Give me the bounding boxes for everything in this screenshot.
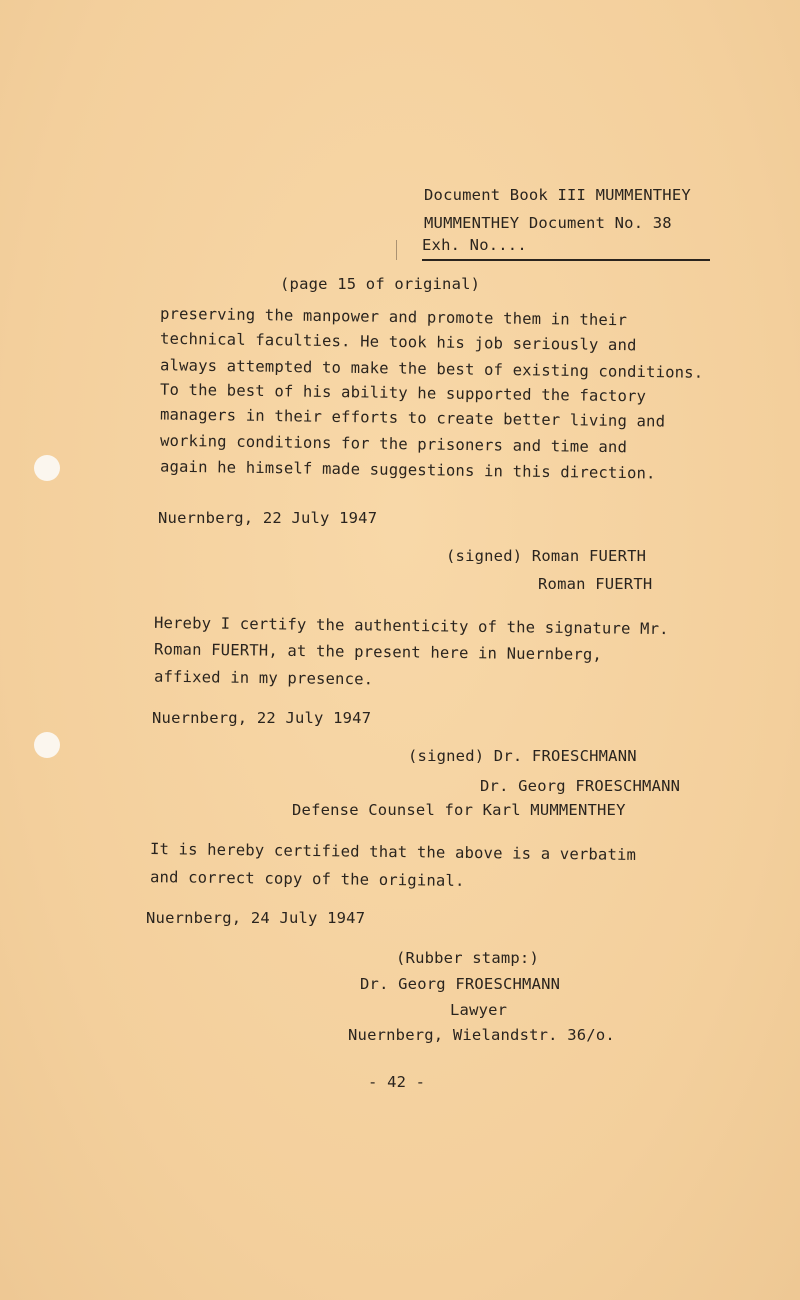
signature-signed: (signed) Roman FUERTH <box>446 547 647 565</box>
stamp-role: Lawyer <box>450 1001 508 1019</box>
margin-mark <box>396 240 397 260</box>
page-reference: (page 15 of original) <box>280 275 481 293</box>
body-line: again he himself made suggestions in this direction. <box>159 457 656 483</box>
signature-signed: (signed) Dr. FROESCHMANN <box>408 747 637 765</box>
body-line: working conditions for the prisoners and time and <box>159 431 628 457</box>
certify-line: Roman FUERTH, at the present here in Nuernberg, <box>153 640 603 664</box>
punch-hole <box>34 732 60 758</box>
body-line: technical faculties. He took his job seriously and <box>159 329 637 355</box>
signature-name: Roman FUERTH <box>538 575 653 593</box>
signature-name: Dr. Georg FROESCHMANN <box>480 777 681 795</box>
certify-line: Hereby I certify the authenticity of the signature Mr. <box>153 613 669 639</box>
stamp-name: Dr. Georg FROESCHMANN <box>360 975 561 993</box>
place-date: Nuernberg, 24 July 1947 <box>146 909 366 927</box>
header-exhibit-number: Exh. No.... <box>422 236 527 254</box>
body-line: managers in their efforts to create better living and <box>159 405 666 431</box>
body-line: preserving the manpower and promote them in their <box>159 304 628 330</box>
punch-hole <box>34 455 60 481</box>
place-date: Nuernberg, 22 July 1947 <box>152 709 372 727</box>
page-number: - 42 - <box>368 1073 426 1091</box>
place-date: Nuernberg, 22 July 1947 <box>158 509 378 527</box>
header-rule <box>422 259 710 261</box>
stamp-label: (Rubber stamp:) <box>396 949 539 967</box>
body-line: always attempted to make the best of existing conditions. <box>159 356 704 382</box>
header-document-number: MUMMENTHEY Document No. 38 <box>424 214 672 232</box>
header-document-book: Document Book III MUMMENTHEY <box>424 186 691 204</box>
verbatim-line: and correct copy of the original. <box>149 868 465 890</box>
stamp-address: Nuernberg, Wielandstr. 36/o. <box>348 1026 615 1044</box>
body-line: To the best of his ability he supported the factory <box>159 380 647 406</box>
signature-title: Defense Counsel for Karl MUMMENTHEY <box>292 801 626 819</box>
certify-line: affixed in my presence. <box>153 667 374 689</box>
verbatim-line: It is hereby certified that the above is a verbatim <box>149 840 637 864</box>
